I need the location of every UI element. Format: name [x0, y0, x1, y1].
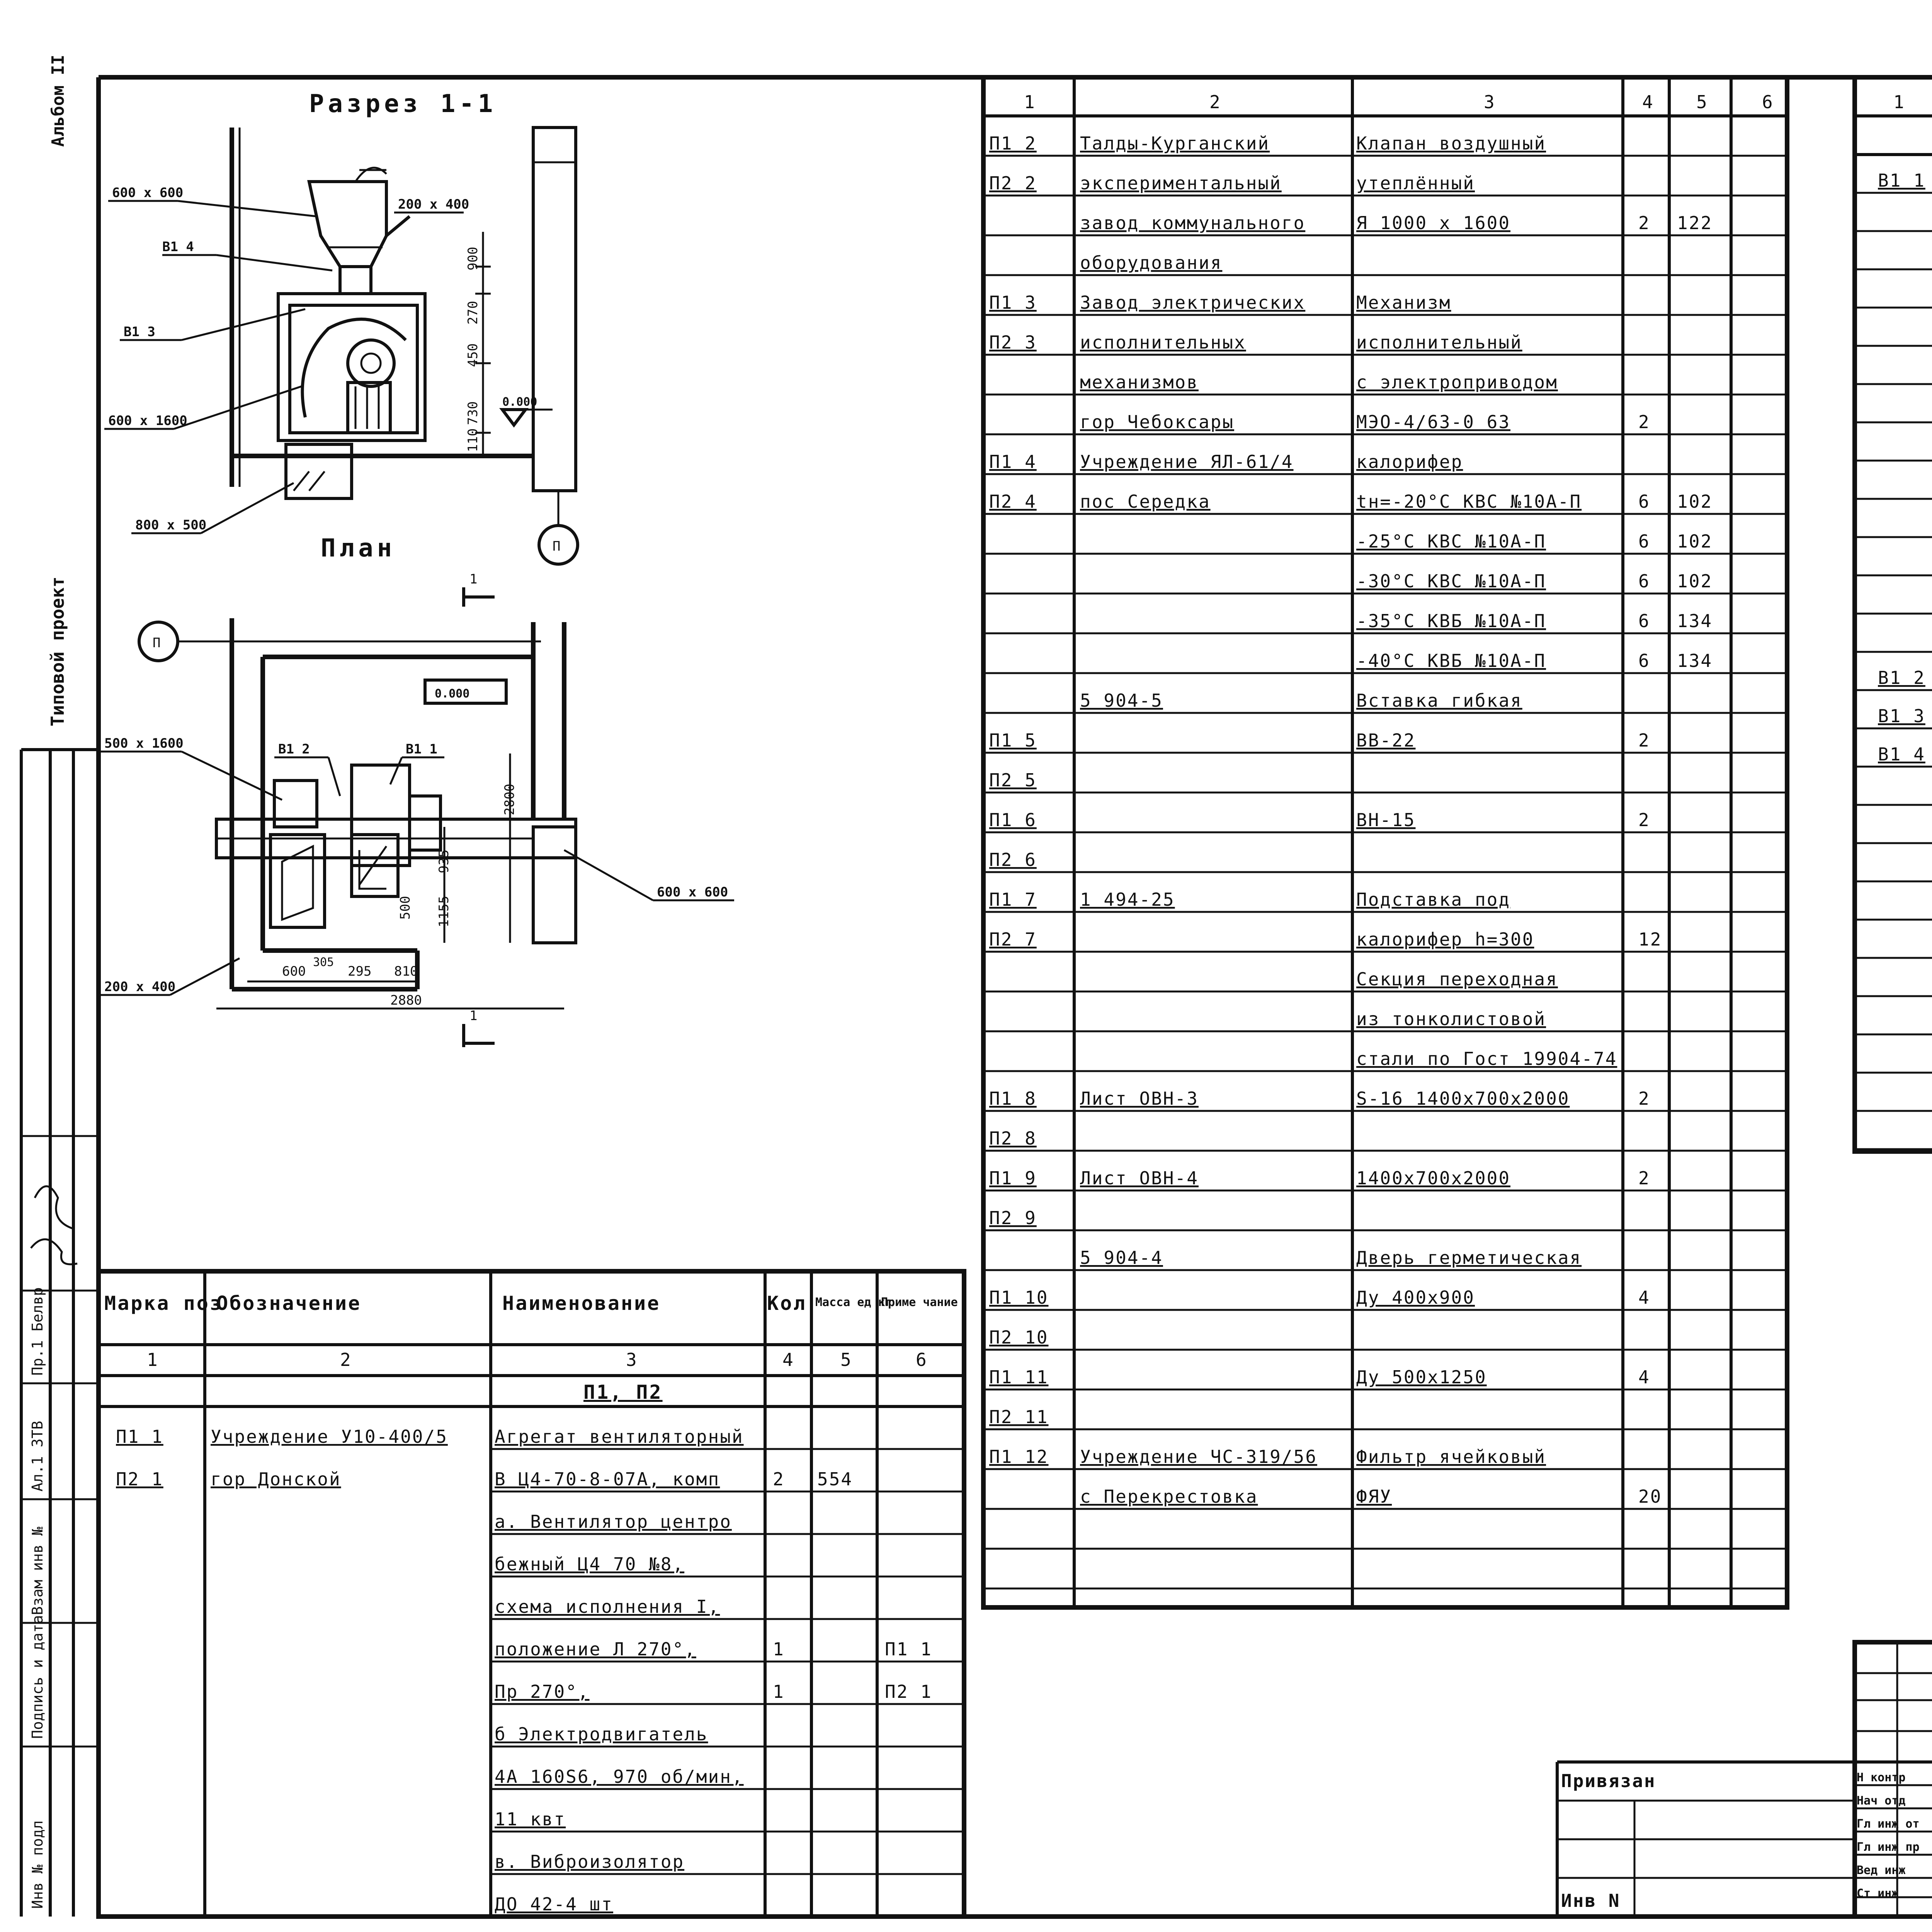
label-duct-600x600-plan: 600 x 600 — [657, 884, 728, 900]
middle-colnum-3: 4 — [1642, 92, 1654, 112]
level-mark-plan: 0.000 — [435, 687, 470, 701]
left_table-cell-r6-c3: 1 — [773, 1681, 785, 1702]
middle_table-cell-r17-c0: П1 6 — [989, 810, 1037, 830]
dim-2880: 2880 — [390, 993, 422, 1008]
middle_table-cell-r9-c4: 102 — [1677, 491, 1713, 512]
middle_table-cell-r26-c1: Лист ОВН-4 — [1080, 1168, 1199, 1189]
middle_table-cell-r15-c3: 2 — [1638, 730, 1650, 751]
left_table-cell-r1-c2: В Ц4-70-8-07А, комп — [495, 1469, 720, 1490]
middle_table-cell-r25-c0: П2 8 — [989, 1128, 1037, 1149]
middle_table-cell-r24-c1: Лист ОВН-3 — [1080, 1088, 1199, 1109]
middle_table-cell-r6-c1: механизмов — [1080, 372, 1199, 393]
middle_table-cell-r2-c3: 2 — [1638, 213, 1650, 233]
right_table-cell-r13-c0: В1 2 — [1878, 667, 1925, 688]
middle_table-cell-r20-c3: 12 — [1638, 929, 1662, 950]
label-duct-600x600-top: 600 x 600 — [112, 185, 184, 201]
left_table-cell-r2-c2: а. Вентилятор центро — [495, 1511, 732, 1532]
label-duct-600x1600: 600 x 1600 — [108, 413, 187, 429]
middle_table-cell-r1-c2: утеплённый — [1356, 173, 1475, 194]
label-duct-200x400-top: 200 x 400 — [398, 197, 469, 212]
middle_table-cell-r9-c3: 6 — [1638, 491, 1650, 512]
middle_table-cell-r28-c1: 5 904-4 — [1080, 1247, 1163, 1268]
middle_table-cell-r8-c2: калорифер — [1356, 451, 1463, 472]
inv-label: Инв N — [1561, 1890, 1621, 1911]
left_table-cell-r1-c4: 554 — [817, 1469, 853, 1490]
middle_table-cell-r33-c0: П1 12 — [989, 1446, 1049, 1467]
axis-mark-plan: П — [153, 635, 161, 651]
middle_table-cell-r13-c3: 6 — [1638, 650, 1650, 671]
plan-title: План — [321, 534, 396, 563]
label-b14: В1 4 — [162, 239, 194, 255]
right-spec-table — [1855, 77, 1932, 1151]
middle_table-cell-r13-c4: 134 — [1677, 650, 1713, 671]
dim-900: 900 — [465, 247, 481, 270]
dim-1155: 1155 — [436, 896, 452, 927]
left_table-cell-r1-c1: гор Донской — [211, 1469, 341, 1490]
middle-colnum-0: 1 — [1024, 92, 1036, 112]
left_table-cell-r0-c0: П1 1 — [116, 1426, 163, 1447]
middle_table-cell-r29-c2: Ду 400x900 — [1356, 1287, 1475, 1308]
left-colnum-1: 2 — [340, 1349, 352, 1370]
label-duct-800x500: 800 x 500 — [135, 517, 207, 533]
label-duct-200x400-plan: 200 x 400 — [104, 979, 176, 995]
middle_table-cell-r32-c0: П2 11 — [989, 1406, 1049, 1427]
middle_table-cell-r34-c1: с Перекрестовка — [1080, 1486, 1258, 1507]
person-role-4: Вед инж — [1857, 1864, 1906, 1877]
middle_table-cell-r19-c2: Подставка под — [1356, 889, 1511, 910]
left-header-4: Масса ед кг — [815, 1296, 892, 1309]
plan-view — [100, 534, 734, 1047]
middle_table-cell-r6-c2: с электроприводом — [1356, 372, 1558, 393]
right_table-cell-r14-c0: В1 3 — [1878, 706, 1925, 726]
dim-450: 450 — [465, 343, 481, 367]
middle_table-cell-r11-c3: 6 — [1638, 571, 1650, 592]
middle_table-cell-r9-c0: П2 4 — [989, 491, 1037, 512]
middle_table-cell-r0-c2: Клапан воздушный — [1356, 133, 1546, 154]
middle_table-cell-r12-c3: 6 — [1638, 611, 1650, 631]
middle_table-cell-r19-c0: П1 7 — [989, 889, 1037, 910]
middle_table-cell-r17-c2: ВН-15 — [1356, 810, 1416, 830]
left_table-cell-r0-c1: Учреждение У10-400/5 — [211, 1426, 448, 1447]
left_table-cell-r11-c2: ДО 42-4 шт — [495, 1894, 613, 1915]
section-mark-top: 1 — [469, 571, 478, 587]
left_table-cell-r9-c2: 11 квт — [495, 1809, 566, 1830]
stamp-inv: Инв № подл — [29, 1820, 46, 1909]
middle_table-cell-r20-c0: П2 7 — [989, 929, 1037, 950]
middle_table-cell-r33-c1: Учреждение ЧС-319/56 — [1080, 1446, 1317, 1467]
left-colnum-0: 1 — [147, 1349, 159, 1370]
person-role-1: Нач отд — [1857, 1794, 1906, 1808]
middle_table-cell-r9-c1: пос Середка — [1080, 491, 1211, 512]
middle_table-cell-r29-c3: 4 — [1638, 1287, 1650, 1308]
level-mark-section: 0.000 — [502, 395, 537, 409]
left-header-5: Приме чание — [881, 1296, 958, 1309]
middle_table-cell-r18-c0: П2 6 — [989, 849, 1037, 870]
label-b13: В1 3 — [124, 324, 155, 340]
left-header-0: Марка поз — [104, 1292, 223, 1315]
middle_table-cell-r4-c1: Завод электрических — [1080, 292, 1306, 313]
middle_table-cell-r1-c0: П2 2 — [989, 173, 1037, 194]
left_table-cell-r5-c5: П1 1 — [885, 1639, 932, 1660]
stamp-al: Ал.1 ЗТВ — [29, 1420, 46, 1492]
middle_table-cell-r12-c2: -35°С КВБ №10А-П — [1356, 611, 1546, 631]
dim-2800: 2800 — [502, 784, 517, 815]
middle_table-cell-r14-c1: 5 904-5 — [1080, 690, 1163, 711]
middle_table-cell-r24-c3: 2 — [1638, 1088, 1650, 1109]
left_table-cell-r3-c2: бежный Ц4 70 №8, — [495, 1554, 685, 1575]
section-mark-bottom: 1 — [469, 1008, 478, 1024]
dim-305: 305 — [313, 956, 334, 969]
label-b11: В1 1 — [406, 742, 437, 757]
left_table-cell-r1-c3: 2 — [773, 1469, 785, 1490]
middle_table-cell-r30-c0: П2 10 — [989, 1327, 1049, 1348]
left-header-1: Обозначение — [216, 1292, 362, 1315]
left_table-cell-r7-c2: б Электродвигатель — [495, 1724, 708, 1745]
middle-colnum-5: 6 — [1762, 92, 1774, 112]
album-label: Альбом II — [48, 54, 68, 147]
margin-signature — [31, 1186, 77, 1264]
middle-colnum-2: 3 — [1484, 92, 1496, 112]
middle_table-cell-r10-c4: 102 — [1677, 531, 1713, 552]
left-section-title: П1, П2 — [583, 1381, 663, 1403]
middle_table-cell-r2-c2: Я 1000 x 1600 — [1356, 213, 1511, 233]
middle_table-cell-r26-c3: 2 — [1638, 1168, 1650, 1189]
person-role-0: Н контр — [1857, 1771, 1906, 1784]
person-role-3: Гл инж пр — [1857, 1840, 1920, 1854]
middle_table-cell-r7-c3: 2 — [1638, 412, 1650, 432]
left-colnum-4: 5 — [840, 1349, 852, 1370]
middle_table-cell-r0-c0: П1 2 — [989, 133, 1037, 154]
middle_table-cell-r10-c3: 6 — [1638, 531, 1650, 552]
right_table-cell-r15-c0: В1 4 — [1878, 744, 1925, 765]
middle_table-cell-r20-c2: калорифер h=300 — [1356, 929, 1534, 950]
stamp-sign-date: Подпись и дата — [29, 1615, 46, 1739]
middle_table-cell-r5-c0: П2 3 — [989, 332, 1037, 353]
dim-600: 600 — [282, 964, 306, 979]
dim-110: 110 — [465, 428, 481, 452]
left_table-cell-r6-c5: П2 1 — [885, 1681, 932, 1702]
left_table-cell-r6-c2: Пр 270°, — [495, 1681, 590, 1702]
middle_table-cell-r0-c1: Талды-Курганский — [1080, 133, 1270, 154]
dim-810: 810 — [394, 964, 418, 979]
middle_table-cell-r17-c3: 2 — [1638, 810, 1650, 830]
title-block — [1557, 1642, 1932, 1932]
label-duct-500x1600: 500 x 1600 — [104, 736, 184, 751]
middle_table-cell-r34-c3: 20 — [1638, 1486, 1662, 1507]
middle_table-cell-r4-c0: П1 3 — [989, 292, 1037, 313]
middle_table-cell-r33-c2: Фильтр ячейковый — [1356, 1446, 1546, 1467]
middle_table-cell-r5-c1: исполнительных — [1080, 332, 1246, 353]
middle_table-cell-r2-c4: 122 — [1677, 213, 1713, 233]
middle_table-cell-r24-c0: П1 8 — [989, 1088, 1037, 1109]
left-header-2: Наименование — [502, 1292, 661, 1315]
privyazan-label: Привязан — [1561, 1770, 1656, 1791]
left_table-cell-r10-c2: в. Виброизолятор — [495, 1851, 685, 1872]
left-colnum-2: 3 — [626, 1349, 638, 1370]
label-b12: В1 2 — [278, 742, 310, 757]
middle_table-cell-r31-c0: П1 11 — [989, 1367, 1049, 1388]
dim-270: 270 — [465, 301, 481, 325]
right-colnum-0: 1 — [1893, 92, 1905, 112]
middle_table-cell-r21-c2: Секция переходная — [1356, 969, 1558, 990]
middle_table-cell-r1-c1: экспериментальный — [1080, 173, 1282, 194]
person-role-5: Ст инж — [1857, 1887, 1899, 1900]
left_table-cell-r1-c0: П2 1 — [116, 1469, 163, 1490]
dim-935: 935 — [436, 849, 452, 873]
middle_table-cell-r9-c2: tн=-20°С КВС №10А-П — [1356, 491, 1582, 512]
middle_table-cell-r31-c3: 4 — [1638, 1367, 1650, 1388]
middle_table-cell-r7-c1: гор Чебоксары — [1080, 412, 1235, 432]
dim-500: 500 — [398, 896, 413, 920]
middle_table-cell-r29-c0: П1 10 — [989, 1287, 1049, 1308]
middle_table-cell-r11-c4: 102 — [1677, 571, 1713, 592]
stamp-pr: Пр.1 Белвр — [29, 1287, 46, 1376]
dim-295: 295 — [348, 964, 372, 979]
middle_table-cell-r12-c4: 134 — [1677, 611, 1713, 631]
middle_table-cell-r13-c2: -40°С КВБ №10А-П — [1356, 650, 1546, 671]
section-view — [104, 90, 578, 564]
middle_table-cell-r31-c2: Ду 500x1250 — [1356, 1367, 1487, 1388]
dim-730: 730 — [465, 401, 481, 425]
middle_table-cell-r14-c2: Вставка гибкая — [1356, 690, 1522, 711]
axis-mark-section: П — [553, 539, 561, 554]
middle_table-cell-r4-c2: Механизм — [1356, 292, 1451, 313]
middle_table-cell-r3-c1: оборудования — [1080, 252, 1223, 273]
middle_table-cell-r23-c2: стали по Гост 19904-74 — [1356, 1048, 1617, 1069]
left_table-cell-r4-c2: схема исполнения I, — [495, 1596, 720, 1617]
right_table-cell-r0-c0: В1 1 — [1878, 170, 1925, 191]
middle-spec-table — [983, 77, 1787, 1607]
middle_table-cell-r26-c0: П1 9 — [989, 1168, 1037, 1189]
middle_table-cell-r22-c2: из тонколистовой — [1356, 1009, 1546, 1029]
left_table-cell-r5-c2: положение Л 270°, — [495, 1639, 696, 1660]
left-colnum-3: 4 — [782, 1349, 794, 1370]
left_table-cell-r0-c2: Агрегат вентиляторный — [495, 1426, 744, 1447]
person-role-2: Гл инж от — [1857, 1817, 1920, 1831]
middle_table-cell-r8-c0: П1 4 — [989, 451, 1037, 472]
left-header-3: Кол — [767, 1292, 807, 1315]
left_table-cell-r5-c3: 1 — [773, 1639, 785, 1660]
middle_table-cell-r26-c2: 1400x700x2000 — [1356, 1168, 1511, 1189]
middle_table-cell-r24-c2: S-16 1400x700x2000 — [1356, 1088, 1570, 1109]
middle_table-cell-r7-c2: МЭО-4/63-0 63 — [1356, 412, 1511, 432]
middle_table-cell-r2-c1: завод коммунального — [1080, 213, 1306, 233]
middle_table-cell-r11-c2: -30°С КВС №10А-П — [1356, 571, 1546, 592]
project-type-label: Типовой проект — [47, 577, 68, 726]
middle_table-cell-r16-c0: П2 5 — [989, 770, 1037, 791]
middle_table-cell-r34-c2: ФЯУ — [1356, 1486, 1392, 1507]
middle_table-cell-r8-c1: Учреждение ЯЛ-61/4 — [1080, 451, 1294, 472]
middle_table-cell-r15-c0: П1 5 — [989, 730, 1037, 751]
left-colnum-5: 6 — [916, 1349, 928, 1370]
middle_table-cell-r5-c2: исполнительный — [1356, 332, 1522, 353]
middle_table-cell-r10-c2: -25°С КВС №10А-П — [1356, 531, 1546, 552]
left_table-cell-r8-c2: 4А 160S6, 970 об/мин, — [495, 1766, 744, 1787]
middle-colnum-1: 2 — [1209, 92, 1221, 112]
middle_table-cell-r19-c1: 1 494-25 — [1080, 889, 1175, 910]
side-stamp — [21, 55, 99, 1917]
middle-colnum-4: 5 — [1696, 92, 1708, 112]
middle_table-cell-r27-c0: П2 9 — [989, 1208, 1037, 1228]
stamp-replace: Взам инв № — [29, 1527, 46, 1615]
middle_table-cell-r28-c2: Дверь герметическая — [1356, 1247, 1582, 1268]
section-title: Разрез 1-1 — [309, 90, 497, 118]
middle_table-cell-r15-c2: ВВ-22 — [1356, 730, 1416, 751]
left-spec-table — [99, 1271, 964, 1917]
